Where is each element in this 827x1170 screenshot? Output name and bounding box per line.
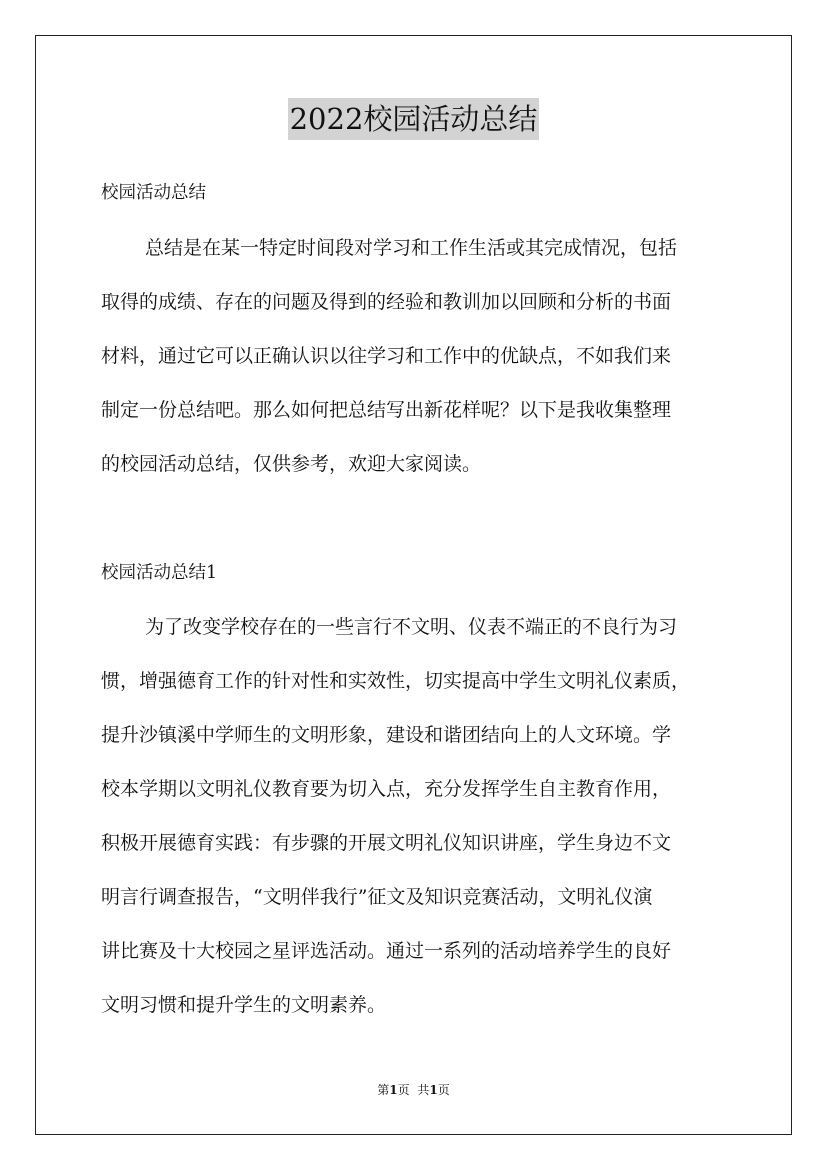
intro-line: 材料，通过它可以正确认识以往学习和工作中的优缺点，不如我们来: [101, 345, 672, 367]
section1-heading: 校园活动总结1: [101, 563, 218, 583]
intro-heading: 校园活动总结: [101, 183, 206, 203]
section1-line: 明言行调查报告，“文明伴我行”征文及知识竞赛活动，文明礼仪演: [101, 886, 653, 908]
total-pages: 1: [429, 1083, 438, 1097]
page-suffix: 页: [397, 1083, 410, 1097]
section1-line: 惯，增强德育工作的针对性和实效性，切实提高中学生文明礼仪素质，: [101, 670, 691, 692]
total-suffix: 页: [437, 1083, 450, 1097]
page-number: 1: [389, 1083, 398, 1097]
intro-line: 制定一份总结吧。那么如何把总结写出新花样呢？以下是我收集整理: [101, 399, 672, 421]
section1-line: 积极开展德育实践：有步骤的开展文明礼仪知识讲座，学生身边不文: [101, 832, 672, 854]
intro-line: 总结是在某一特定时间段对学习和工作生活或其完成情况，包括: [145, 237, 678, 259]
section1-line: 校本学期以文明礼仪教育要为切入点，充分发挥学生自主教育作用，: [101, 778, 672, 800]
page-prefix: 第: [377, 1083, 390, 1097]
title-container: [0, 98, 827, 140]
section1-line: 讲比赛及十大校园之星评选活动。通过一系列的活动培养学生的良好: [101, 940, 672, 962]
intro-line: 取得的成绩、存在的问题及得到的经验和教训加以回顾和分析的书面: [101, 291, 672, 313]
section1-line: 为了改变学校存在的一些言行不文明、仪表不端正的不良行为习: [145, 616, 678, 638]
section1-line: 文明习惯和提升学生的文明素养。: [101, 994, 387, 1016]
document-title: 2022校园活动总结: [288, 98, 540, 140]
total-prefix: 共: [417, 1083, 430, 1097]
page-footer: [0, 1082, 827, 1098]
section1-line: 提升沙镇溪中学师生的文明形象，建设和谐团结向上的人文环境。学: [101, 724, 672, 746]
intro-line: 的校园活动总结，仅供参考，欢迎大家阅读。: [101, 453, 482, 475]
